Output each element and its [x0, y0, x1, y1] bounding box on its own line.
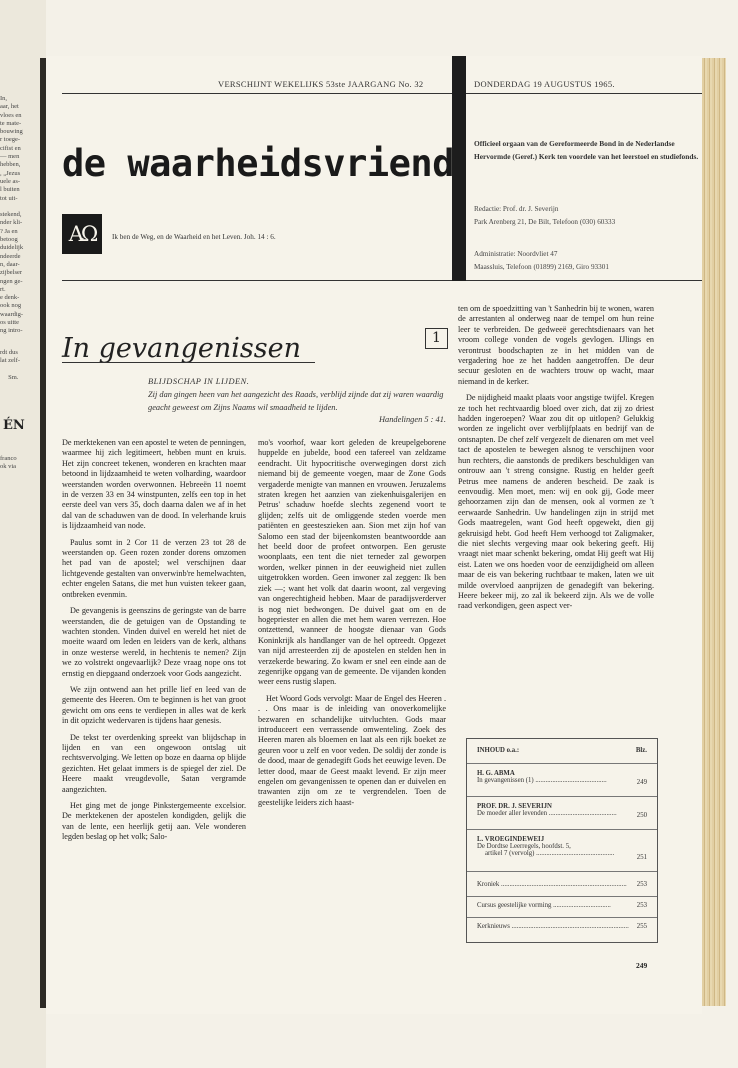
toc-divider — [467, 829, 657, 830]
paragraph: Het ging met de jonge Pinkstergemeente excelsior. De merktekenen der apostelen kondigden, gelijk die van de lente, een heerlijk getij aan. Vele wonderen legden beslag op het volk; Salo- — [62, 801, 246, 842]
lead-quote-reference: Handelingen 5 : 41. — [379, 415, 446, 424]
toc-page: 249 — [636, 779, 647, 786]
article-column-1 — [62, 438, 246, 958]
masthead-title: de waarheidsvriend — [62, 142, 454, 185]
paragraph: ten om de spoedzitting van 't Sanhedrin bij te wonen, waren de arrestanten al onderweg naar de tempel om hun reine leer te verbreiden. De gedweeë gerechtsdienaars van het vroom college vonden de vogels gevlogen. IJlings en verontrust boodschapten ze in het midden van de vergadering hoe ze het hadden aangetroffen. De deur secuur gesloten en de wachters trouw op wacht, maar niemand in de kerker. — [458, 304, 654, 386]
toc-title: Kerknieuws ..................................................................... — [477, 923, 629, 930]
page-number: 249 — [636, 961, 648, 970]
previous-page-fragment: In, aar, het vloes en te mate- bouwing r toege- cifist en — men hebben, , „Jezus uele as- l buiten tot uit- stekend, nder kli- ? Ja en betoog duidelijk ndeerde n, daar- zijbelser ngen ge- rt. e denk- ook nog waardig- os uitte ng intro- — [0, 95, 24, 335]
toc-entry — [477, 836, 647, 861]
paragraph: De nijdigheid maakt plaats voor angstige twijfel. Kregen ze toch het rechtvaardig bloed over zich, dat zij zo driest hadden ingeroepen? Waar zou dit op uitlopen? Gelukkig worden ze ingelicht over verblijfplaats en bedrijf van de ontsnapten. De chef zelf vergezelt de dienaren om met veel tact de apostelen te bewegen alsnog te verschijnen voor hun rechters, die aanstonds de predikers beschuldigen van ontrouw aan 't streng consigne. Rustig en helder geeft Petrus mee namens de anderen bescheid. De zaak is eenvoudig. Men moet, men: wij en ook gij, Gode meer gehoorzamen zijn dan de mensen, ook al vormen ze 't eerwaarde Sanhedrin. Uw handelingen zijn in strijd met Gods maatregelen, want God heeft opgewekt, dien gij gekruisigd hebt. God heeft Hem verhoogd tot Zaligmaker, die niet slechts vergeving maar ook bekering geeft. Hij vraagt niet maar schenkt bekering, omdat Hij geeft wat Hij eist. Laten we ons hoeden voor de eenzijdigheid om alleen maar de eis van bekering ruchtbaar te maken, laten we uit milde overvloed aanprijzen de genadegift van bekering. Heere bekeer mij, zo zal ik bekeerd zijn. Als we de volle raad verkondigen, geen aspect ver- — [458, 393, 654, 611]
paragraph: Paulus somt in 2 Cor 11 de verzen 23 tot 28 de weerstanden op. Geen rozen zonder dorens omzomen het pad van de apostel; wel verschijnen daar lichtgevende gestalten van onverwinb're hemelwachten, echter engelen Satans, die met hun vuisten tekeer gaan, ontbreken evenmin. — [62, 537, 246, 599]
toc-entry — [477, 923, 647, 930]
editor-line-2: Park Arenberg 21, De Bilt, Telefoon (030) 60333 — [474, 218, 616, 226]
header-rule-right — [466, 93, 702, 94]
vertical-divider-bar — [452, 56, 466, 281]
table-of-contents — [466, 738, 658, 943]
toc-divider — [467, 917, 657, 918]
lead-quote — [148, 389, 446, 427]
official-organ-text: Officieel orgaan van de Gereformeerde Bond in de Nederlandse Hervormde (Geref.) Kerk ten voordele van het leerstoel en studiefonds. — [474, 139, 699, 161]
header-issue-info: VERSCHIJNT WEKELIJKS 53ste JAARGANG No. 32 — [218, 79, 424, 89]
article-column-3 — [458, 304, 654, 704]
toc-entry — [477, 881, 647, 888]
toc-heading-label: INHOUD o.a.: — [477, 747, 520, 754]
toc-author: L. VROEGINDEWEIJ — [477, 836, 545, 843]
previous-page-heading: ÉN — [3, 418, 25, 433]
paragraph: mo's voorhof, waar kort geleden de kreupelgeborene huppelde en jubelde, bood een tafereel van zeldzame eendracht. Uit hypocritische overwegingen dorst zich niemand bij de gemeente voegen, maar de Zone Gods vergaderde menigte van mannen en vrouwen. Jeruzalems straten kregen het aanzien van ziekenhuisgalerijen en Petrus' schaduw hoefde slechts zegenend voort te glijden; zelfs uit de omliggende steden voerde men patiënten en geesteszieken aan. Sion met zijn hof van Salomo een stad der bijeenkomsten beantwoordde aan het beeld door de profeet ontworpen. Een geruste woonplaats, een tent die niet terneder zal geworpen worden, welker pinnen in der eeuwigheid niet zullen uitgetrokken worden. Geen inwoner zal zeggen: Ik ben ziek —; want het volk dat daarin woont, zal vergeving van ongerechtigheid hebben. Maar de paradijsverderver is nog niet bedwongen. De duivel gaat om en de hogepriester en allen die met hem waren verrezen. Hoe ontzettend, wanneer de hoogste dienaar van Gods Koninkrijk als handlanger van de hel optreedt. Opgezet van nijd arresteerden zij de apostelen en stelden hen in verzekerde bewaring. Zo kwam er snel een einde aan de zegenrijke opgang van de gemeente. De vijanden konden weer eens rustig slapen. — [258, 438, 446, 687]
toc-entry — [477, 803, 647, 817]
toc-title: In gevangenissen (1) .......................................... — [477, 777, 607, 784]
masthead-bottom-rule-right — [466, 280, 702, 281]
toc-page: 250 — [636, 812, 647, 819]
paragraph: Het Woord Gods vervolgt: Maar de Engel des Heeren . . . Ons maar is de inleiding van onoverkomelijke bezwaren en schandelijke uitvluchten. Gods maar introduceert een verrassende omwenteling. Zoek des Heeren maren als bloemen en laat als een rijk boeket ze geuren voor u zelf en voor veden. De soldij der zonde is de dood, maar de genadegift Gods het eeuwige leven. De letter dood, maar de Geest maakt levend. Er zijn meer engelen om gevangenissen te openen dan er duivelen en trawanten zijn om ze te vergrendelen. Toen de geestelijke leiders zich haast- — [258, 693, 446, 807]
previous-page-fragment-2: rdt dus lat zelf- Sm. — [0, 349, 21, 381]
admin-line-1: Administratie: Noordvliet 47 — [474, 250, 558, 258]
paragraph: De gevangenis is geenszins de geringste van de barre weerstanden, die de getuigen van de Opstanding te wachten stonden. Vinden duivel en wereld het niet de moeite waard om leden en leiders van de kerk, althans in onze westerse wereld, in hechtenis te nemen? Zijn we zo volstrekt ongevaarlijk? Deze vraag nope ons tot ernstig en diepgaand onderzoek voor Gods aangezicht. — [62, 606, 246, 678]
editor-line-1: Redactie: Prof. dr. J. Severijn — [474, 205, 559, 213]
toc-author: H. G. ABMA — [477, 770, 515, 777]
toc-page: 253 — [636, 881, 647, 888]
toc-divider — [467, 796, 657, 797]
paragraph: De merktekenen van een apostel te weten de penningen, waarmee hij zich legitimeert, hebben munt en kruis. Het zijn concreet tekenen, wonderen en krachten maar betoond in lijdzaamheid te weten volharding, waardoor weerstanden worden overwonnen. Hebreeën 11 noemt in de verzen 33 en 34 winstpunten, zelfs een top in het eerste deel van vers 35, doch daarna dalen we af in het dal van de schaduwen van de dood. In velerhande kruis is lijdzaamheid van node. — [62, 438, 246, 531]
alpha-omega-logo: AΩ — [62, 214, 102, 254]
toc-title-line-2: artikel 7 (vervolg) .............................................. — [485, 850, 615, 857]
toc-title: Cursus geestelijke vorming .................................. — [477, 902, 611, 909]
paragraph: We zijn ontwend aan het prille lief en leed van de gemeente des Heeren. Om te beginnen is het van groot gewicht om ons eens te verdiepen in alles wat de kerk in dit opzicht wedervaren is tijdens haar genesis. — [62, 684, 246, 726]
article-column-2 — [258, 438, 446, 958]
previous-page-fragment-3: franco ok via — [0, 455, 17, 471]
toc-entry — [477, 902, 647, 909]
toc-title: Kroniek .......................................................................... — [477, 881, 627, 888]
lead-heading: BLIJDSCHAP IN LIJDEN. — [148, 377, 250, 386]
article-part-number: 1 — [425, 328, 448, 349]
toc-divider — [467, 763, 657, 764]
toc-title: De Dordtse Leerregels, hoofdst. 5, — [477, 843, 571, 850]
toc-divider — [467, 896, 657, 897]
admin-line-2: Maassluis, Telefoon (01899) 2169, Giro 93301 — [474, 263, 609, 271]
toc-entry — [477, 770, 647, 784]
toc-divider — [467, 871, 657, 872]
paragraph: De tekst ter overdenking spreekt van blijdschap in lijden en van een ongewoon ontslag uit rechtsvervolging. We letten op boze en daarna op blijde gezichten. Het gelaat immers is de spiegel der ziel. De Heere maakt vreugdevolle, Satan vergramde aangezichten. — [62, 732, 246, 794]
page-stack-edge — [702, 58, 726, 1006]
toc-page: 253 — [636, 902, 647, 909]
toc-page: 251 — [636, 854, 647, 861]
lead-quote-text: Zij dan gingen heen van het aangezicht des Raads, verblijd zijnde dat zij waren waardig geacht geweest om Zijns Naams wil smaadheid te lijden. — [148, 390, 444, 412]
header-date: DONDERDAG 19 AUGUSTUS 1965. — [474, 79, 615, 89]
article-title: In gevangenissen — [62, 333, 302, 364]
toc-heading — [477, 747, 647, 754]
toc-page: 255 — [636, 923, 647, 930]
toc-page-column-label: Blz. — [635, 747, 647, 754]
toc-author: PROF. DR. J. SEVERIJN — [477, 803, 552, 810]
toc-title: De moeder aller levenden ........................................ — [477, 810, 617, 817]
motto-text: Ik ben de Weg, en de Waarheid en het Leven. Joh. 14 : 6. — [112, 233, 276, 241]
masthead-bottom-rule — [62, 280, 452, 281]
header-rule-left — [62, 93, 452, 94]
